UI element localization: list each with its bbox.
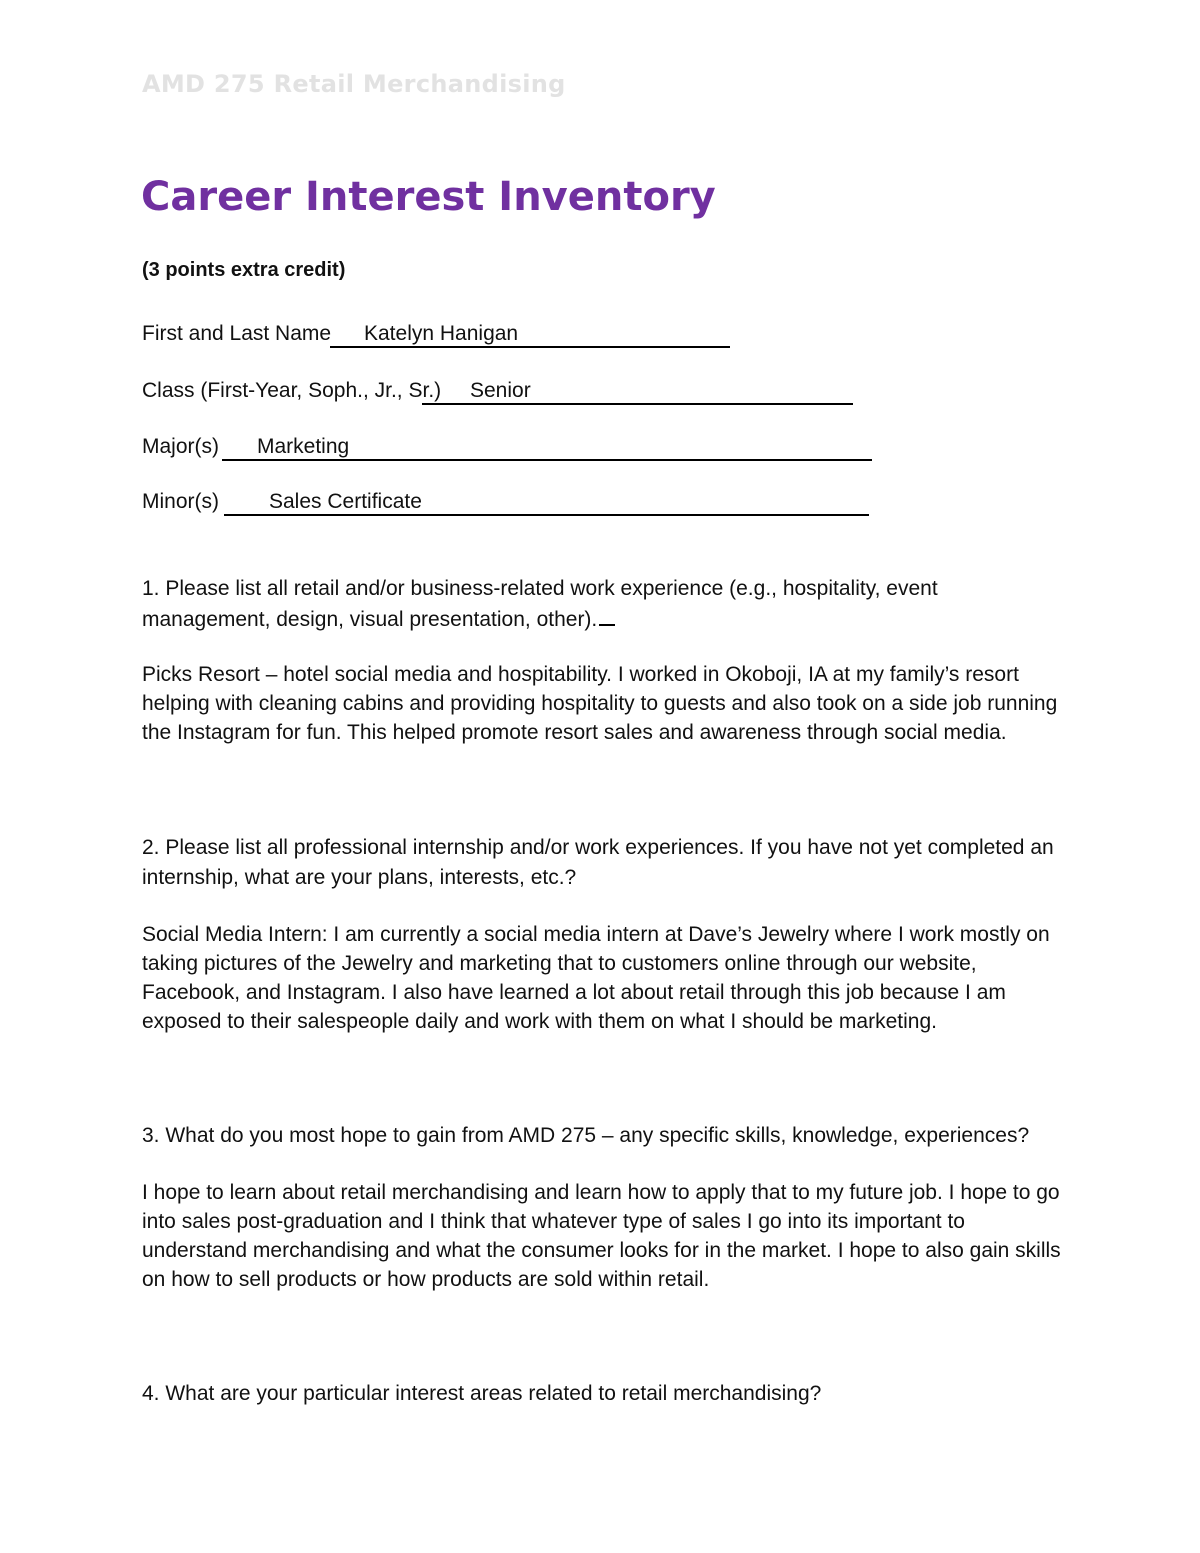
- class-value: Senior: [470, 379, 531, 402]
- question-4: 4. What are your particular interest areas related to retail merchandising?: [142, 1382, 822, 1405]
- document-title: Career Interest Inventory: [141, 174, 716, 220]
- question-1: [142, 574, 1062, 634]
- class-label: Class (First-Year, Soph., Jr., Sr.): [142, 379, 442, 402]
- minor-label: Minor(s): [142, 490, 219, 513]
- name-field[interactable]: [330, 320, 730, 348]
- answer-3[interactable]: I hope to learn about retail merchandising and learn how to apply that to my future job. I hope to go into sales post-graduation and I think that whatever type of sales I go into its important to understand merchandising and what the consumer looks for in the market. I hope to also gain skills on how to sell products or how products are sold within retail.: [142, 1181, 1061, 1291]
- major-field[interactable]: [222, 433, 872, 461]
- question-2: 2. Please list all professional internship and/or work experiences. If you have not yet completed an internship, what are your plans, interests, etc.?: [142, 836, 1054, 889]
- course-header: AMD 275 Retail Merchandising: [142, 70, 566, 98]
- answer-1[interactable]: Picks Resort – hotel social media and hospitability. I worked in Okoboji, IA at my family’s resort helping with cleaning cabins and providing hospitality to guests and also took on a side job running the Instagram for fun. This helped promote resort sales and awareness through social media.: [142, 663, 1058, 744]
- extra-credit-note: (3 points extra credit): [142, 259, 346, 281]
- name-value: Katelyn Hanigan: [364, 322, 519, 345]
- question-3: 3. What do you most hope to gain from AMD 275 – any specific skills, knowledge, experiences?: [142, 1124, 1030, 1147]
- class-field-row: [142, 377, 531, 405]
- minor-value: Sales Certificate: [269, 490, 422, 513]
- minor-field-row: [142, 488, 422, 516]
- minor-field[interactable]: [224, 488, 869, 516]
- question-1-blank: [599, 604, 615, 626]
- major-value: Marketing: [257, 435, 350, 458]
- major-label: Major(s): [142, 435, 219, 458]
- major-field-row: [142, 433, 350, 461]
- name-field-row: [142, 320, 519, 348]
- answer-2[interactable]: Social Media Intern: I am currently a social media intern at Dave’s Jewelry where I work mostly on taking pictures of the Jewelry and marketing that to customers online through our website, Facebook, and Instagram. I also have learned a lot about retail through this job because I am exposed to their salespeople daily and work with them on what I should be marketing.: [142, 923, 1050, 1033]
- question-1-text: 1. Please list all retail and/or business-related work experience (e.g., hospitality, event management, design, visual presentation, other).: [142, 577, 938, 631]
- name-label: First and Last Name: [142, 322, 332, 345]
- class-field[interactable]: [422, 377, 853, 405]
